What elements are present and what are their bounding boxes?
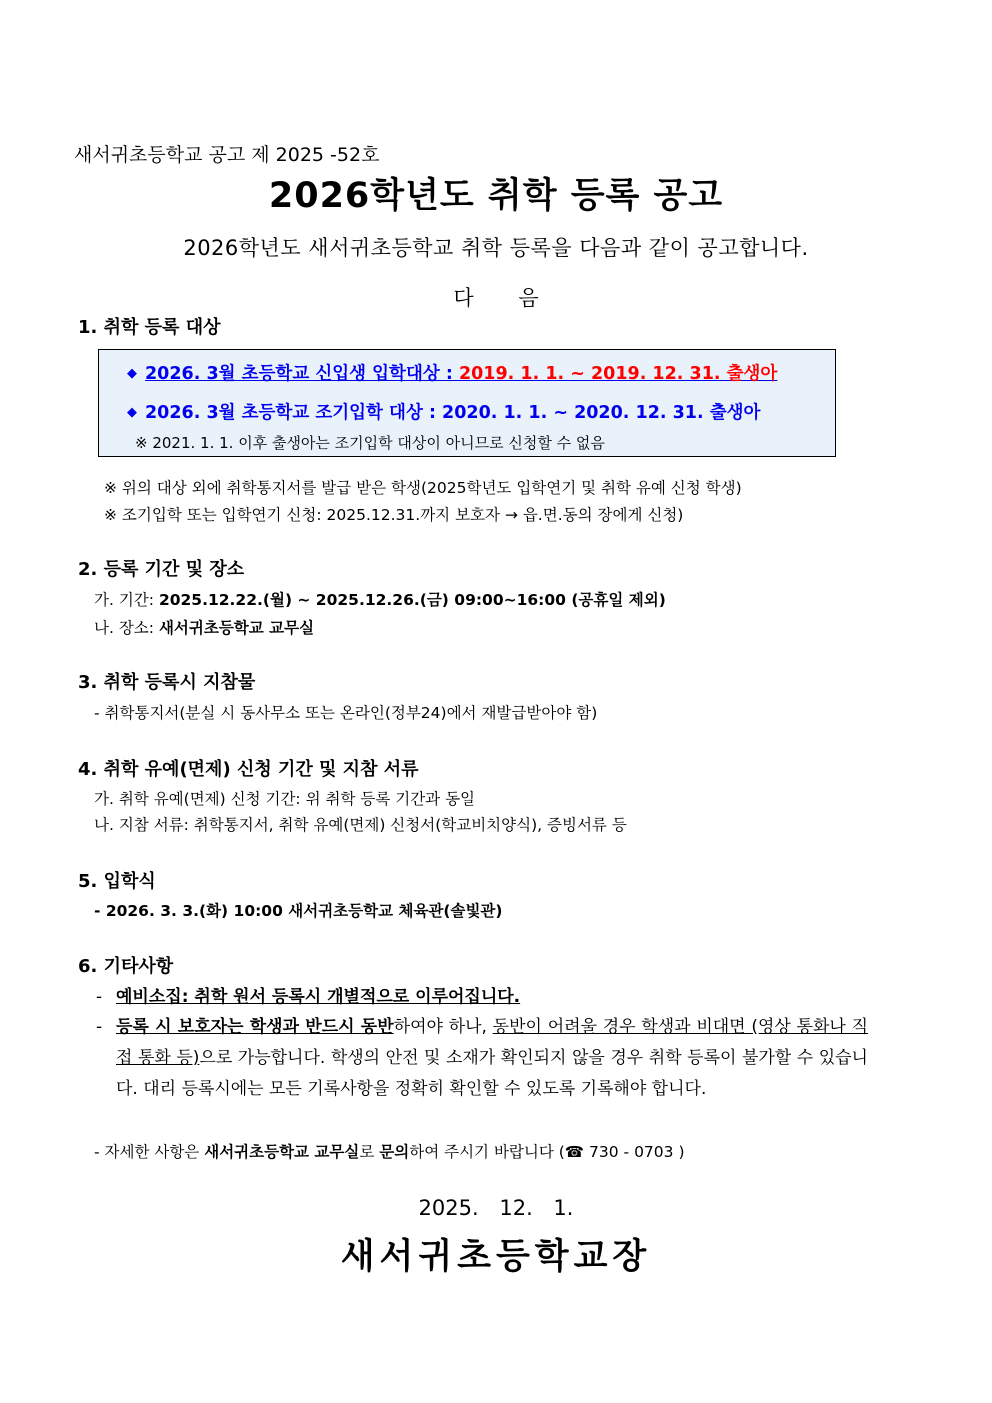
period-line [94, 588, 666, 610]
guardian-required-text: 등록 시 보호자는 학생과 반드시 동반 [116, 1017, 394, 1037]
section-6-item-2 [96, 1012, 868, 1105]
contact-inquiry: 문의 [379, 1143, 410, 1161]
section-1-note-1: ※ 위의 대상 외에 취학통지서를 발급 받은 학생(2025학년도 입학연기 및 취학 유예 신청 학생) [104, 479, 742, 497]
target-box [98, 349, 836, 457]
notice-date: 2025. 12. 1. [418, 1196, 574, 1220]
section-5-item: - 2026. 3. 3.(화) 10:00 새서귀초등학교 체육관(솔빛관) [94, 902, 503, 920]
diamond-bullet-icon: ◆ [127, 405, 137, 420]
section-4-heading: 4. 취학 유예(면제) 신청 기간 및 지참 서류 [78, 759, 419, 780]
contact-post: 하여 주시기 바랍니다 (☎ 730 - 0703 ) [409, 1143, 685, 1161]
contact-mid: 로 [359, 1143, 380, 1161]
pre-enrollment-text: 예비소집: 취학 원서 등록시 개별적으로 이루어집니다. [116, 987, 521, 1007]
contact-office: 새서귀초등학교 교무실 [204, 1143, 360, 1161]
target-line-new [127, 360, 777, 385]
place-value: 새서귀초등학교 교무실 [158, 619, 315, 637]
section-4-item-2: 나. 지참 서류: 취학통지서, 취학 유예(면제) 신청서(학교비치양식), 증빙서류 등 [94, 816, 627, 834]
section-2-heading: 2. 등록 기간 및 장소 [78, 559, 245, 580]
target-line-early [127, 399, 760, 424]
period-value: 2025.12.22.(월) ~ 2025.12.26.(금) 09:00~16:00 (공휴일 제외) [158, 591, 666, 609]
section-6-heading: 6. 기타사항 [78, 956, 174, 977]
daeum-label: 다 음 [453, 286, 539, 310]
place-line [94, 616, 314, 638]
place-label: 나. 장소: [94, 619, 154, 637]
box-note: ※ 2021. 1. 1. 이후 출생아는 조기입학 대상이 아니므로 신청할 수 없음 [135, 434, 605, 452]
section-6-item-3 [94, 1140, 685, 1162]
section-3-heading: 3. 취학 등록시 지참물 [78, 672, 256, 693]
notice-number: 새서귀초등학교 공고 제 2025 -52호 [74, 144, 380, 166]
page-title: 2026학년도 취학 등록 공고 [268, 176, 724, 216]
principal-signature: 새서귀초등학교장 [340, 1237, 652, 1277]
diamond-bullet-icon: ◆ [127, 366, 137, 381]
section-4-item-1: 가. 취학 유예(면제) 신청 기간: 위 취학 등록 기간과 동일 [94, 790, 476, 808]
period-label: 가. 기간: [94, 591, 154, 609]
guardian-rest-text: 으로 가능합니다. 학생의 안전 및 소재가 확인되지 않을 경우 취학 등록이 불가할 수 있습니다. 대리 등록시에는 모든 기록사항을 정확히 확인할 수 있도록 기록해야 합니다. [116, 1048, 868, 1099]
section-1-note-2: ※ 조기입학 또는 입학연기 신청: 2025.12.31.까지 보호자 → 읍.면.동의 장에게 신청) [104, 506, 684, 524]
section-5-heading: 5. 입학식 [78, 871, 156, 892]
dash-bullet: - [96, 987, 103, 1007]
new-entrant-range: 2019. 1. 1. ~ 2019. 12. 31. 출생아 [458, 364, 778, 384]
guardian-mid-text: 하여야 하나, [393, 1017, 493, 1037]
contact-pre: - 자세한 사항은 [94, 1143, 205, 1161]
intro-text: 2026학년도 새서귀초등학교 취학 등록을 다음과 같이 공고합니다. [183, 236, 809, 260]
section-1-heading: 1. 취학 등록 대상 [78, 317, 221, 338]
section-6-item-1 [96, 982, 868, 1013]
early-entrant-text: 2026. 3월 초등학교 조기입학 대상 : 2020. 1. 1. ~ 2020. 12. 31. 출생아 [145, 403, 761, 423]
section-3-item: - 취학통지서(분실 시 동사무소 또는 온라인(정부24)에서 재발급받아야 함) [94, 704, 598, 722]
remote-option-text: 동반이 어려울 경우 학생과 비대면 (영상 통화나 직접 통화 등) [116, 1017, 868, 1068]
dash-bullet: - [96, 1017, 103, 1037]
new-entrant-label: 2026. 3월 초등학교 신입생 입학대상 : [145, 364, 453, 384]
